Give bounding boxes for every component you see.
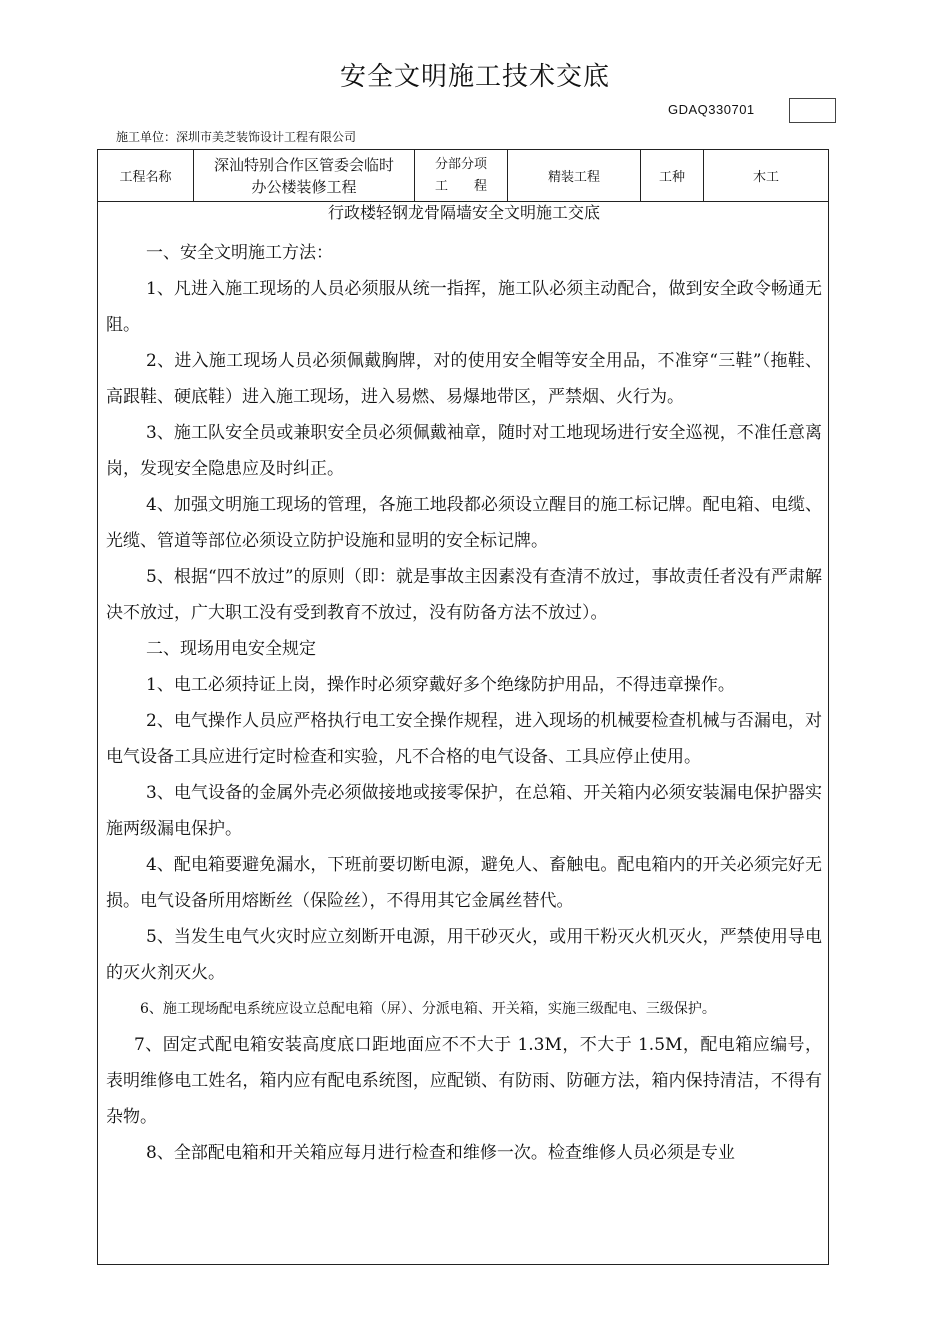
paragraph: 3、电气设备的金属外壳必须做接地或接零保护，在总箱、开关箱内必须安装漏电保护器实施两级漏电保护。 <box>106 783 822 839</box>
paragraph: 二、现场用电安全规定 <box>146 639 316 659</box>
division-label-line2: 工 程 <box>434 178 487 194</box>
paragraph: 1、电工必须持证上岗，操作时必须穿戴好多个绝缘防护用品，不得违章操作。 <box>146 675 735 695</box>
paragraph: 1、凡进入施工现场的人员必须服从统一指挥，施工队必须主动配合，做到安全政令畅通无阻。 <box>106 279 822 335</box>
paragraph: 4、加强文明施工现场的管理，各施工地段都必须设立醒目的施工标记牌。配电箱、电缆、光缆、管道等部位必须设立防护设施和显明的安全标记牌。 <box>106 495 822 551</box>
document-code: GDAQ330701 <box>668 102 755 117</box>
trade-value: 木工 <box>752 170 779 185</box>
code-box <box>789 98 836 123</box>
project-name-line2: 办公楼装修工程 <box>251 177 357 196</box>
paragraph: 一、安全文明施工方法： <box>146 243 333 263</box>
paragraph: 7、固定式配电箱安装高度底口距地面应不不大于 1.3M，不大于 1.5M，配电箱应编号，表明维修电工姓名，箱内应有配电系统图，应配锁、有防雨、防砸方法，箱内保持清洁，不得有杂物。 <box>106 1035 822 1127</box>
paragraph: 2、进入施工现场人员必须佩戴胸牌，对的使用安全帽等安全用品，不准穿“三鞋”（拖鞋、高跟鞋、硬底鞋）进入施工现场，进入易燃、易爆地带区，严禁烟、火行为。 <box>106 351 822 407</box>
division-value: 精装工程 <box>547 170 600 185</box>
section-subtitle: 行政楼轻钢龙骨隔墙安全文明施工交底 <box>327 203 600 222</box>
paragraph: 2、电气操作人员应严格执行电工安全操作规程，进入现场的机械要检查机械与否漏电，对电气设备工具应进行定时检查和实验，凡不合格的电气设备、工具应停止使用。 <box>106 711 822 767</box>
document-title: 安全文明施工技术交底 <box>339 62 610 92</box>
paragraph: 8、全部配电箱和开关箱应每月进行检查和维修一次。检查维修人员必须是专业 <box>146 1143 735 1163</box>
project-name-label: 工程名称 <box>119 170 172 185</box>
paragraph: 6、施工现场配电系统应设立总配电箱（屏）、分派电箱、开关箱，实施三级配电、三级保护。 <box>140 1001 716 1017</box>
construction-unit: 施工单位：深圳市美芝装饰设计工程有限公司 <box>116 130 357 144</box>
disclosure-table <box>97 149 829 1265</box>
paragraph: 5、当发生电气火灾时应立刻断开电源，用干砂灭火，或用干粉灭火机灭火，严禁使用导电的灭火剂灭火。 <box>106 927 822 983</box>
content-area <box>106 203 822 1171</box>
division-label-line1: 分部分项 <box>434 156 487 172</box>
division-label <box>415 150 507 201</box>
trade-label: 工种 <box>658 170 685 185</box>
paragraph: 5、根据“四不放过”的原则（即：就是事故主因素没有查清不放过，事故责任者没有严肃解决不放过，广大职工没有受到教育不放过，没有防备方法不放过）。 <box>106 567 822 623</box>
project-name-value <box>194 150 414 201</box>
paragraph: 4、配电箱要避免漏水，下班前要切断电源，避免人、畜触电。配电箱内的开关必须完好无损。电气设备所用熔断丝（保险丝），不得用其它金属丝替代。 <box>106 855 822 911</box>
header-row <box>98 150 828 202</box>
paragraph: 3、施工队安全员或兼职安全员必须佩戴袖章，随时对工地现场进行安全巡视，不准任意离岗，发现安全隐患应及时纠正。 <box>106 423 822 479</box>
project-name-line1: 深汕特别合作区管委会临时 <box>213 155 394 174</box>
